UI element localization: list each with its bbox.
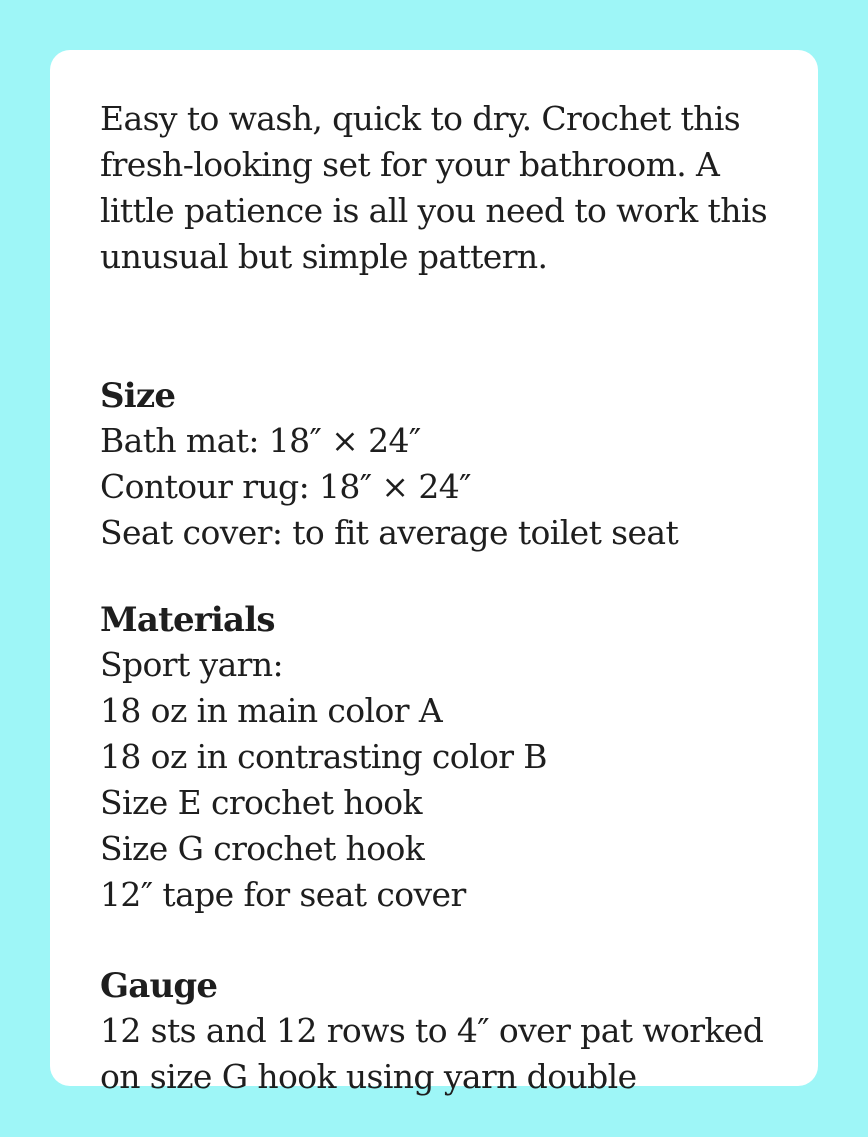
intro-paragraph <box>100 96 790 280</box>
size-list <box>100 418 678 556</box>
gauge-section <box>100 964 763 1100</box>
materials-item: 18 oz in main color A <box>100 691 443 730</box>
size-section <box>100 374 678 556</box>
gauge-list <box>100 1008 763 1100</box>
materials-list <box>100 642 547 918</box>
intro-line: Easy to wash, quick to dry. Crochet this <box>100 99 741 138</box>
materials-item: 18 oz in contrasting color B <box>100 737 547 776</box>
intro-line: little patience is all you need to work this <box>100 191 768 230</box>
size-heading: Size <box>100 376 176 416</box>
card-content <box>100 96 790 1096</box>
materials-heading: Materials <box>100 600 275 640</box>
intro-line: fresh-looking set for your bathroom. A <box>100 145 720 184</box>
materials-item: 12″ tape for seat cover <box>100 875 466 914</box>
size-item-contour-rug: Contour rug: 18″ × 24″ <box>100 467 471 506</box>
size-item-bath-mat: Bath mat: 18″ × 24″ <box>100 421 421 460</box>
materials-section <box>100 598 547 918</box>
materials-item: Size E crochet hook <box>100 783 422 822</box>
gauge-line: 12 sts and 12 rows to 4″ over pat worked <box>100 1011 764 1050</box>
size-item-seat-cover: Seat cover: to fit average toilet seat <box>100 513 679 552</box>
gauge-heading: Gauge <box>100 966 218 1006</box>
materials-item: Sport yarn: <box>100 645 283 684</box>
pattern-card <box>50 50 818 1096</box>
gauge-line: on size G hook using yarn double <box>100 1057 637 1096</box>
materials-item: Size G crochet hook <box>100 829 425 868</box>
intro-line: unusual but simple pattern. <box>100 237 548 276</box>
